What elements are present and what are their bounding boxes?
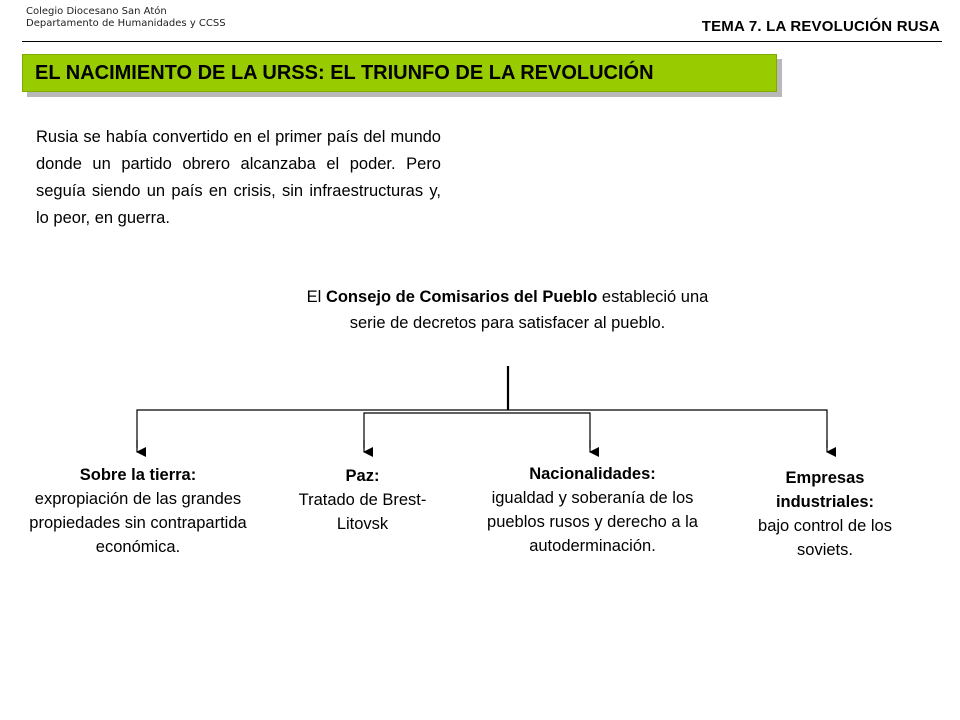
inner-bracket xyxy=(364,413,590,448)
decree-nationalities-text: igualdad y soberanía de los pueblos rusos y derecho a la autoderminación. xyxy=(487,489,698,555)
page-title: EL NACIMIENTO DE LA URSS: EL TRIUNFO DE LA REVOLUCIÓN xyxy=(35,61,654,84)
decree-peace xyxy=(290,464,435,536)
council-prefix: El xyxy=(306,288,326,306)
intro-paragraph: Rusia se había convertido en el primer país del mundo donde un partido obrero alcanzaba el poder. Pero seguía siendo un país en crisis, sin infraestructuras y, lo peor, en guerra. xyxy=(36,128,441,227)
outer-bracket xyxy=(137,410,827,448)
topic-title: TEMA 7. LA REVOLUCIÓN RUSA xyxy=(701,18,940,35)
decree-peace-text: Tratado de Brest-Litovsk xyxy=(298,491,427,533)
decree-land xyxy=(28,463,248,559)
decree-nationalities-heading: Nacionalidades: xyxy=(529,465,656,483)
decree-industries-text: bajo control de los soviets. xyxy=(758,517,892,559)
decree-industries xyxy=(740,466,910,562)
school-name-line: Colegio Diocesano San Atón xyxy=(26,6,167,17)
council-name: Consejo de Comisarios del Pueblo xyxy=(325,288,598,306)
decree-land-heading: Sobre la tierra: xyxy=(79,466,197,484)
council-suffix: estableció una serie de decretos para satisfacer al pueblo. xyxy=(349,288,709,332)
decree-peace-heading: Paz: xyxy=(345,467,380,485)
decree-nationalities xyxy=(480,462,705,558)
department-name-line: Departamento de Humanidades y CCSS xyxy=(26,18,226,29)
decree-industries-heading: Empresas industriales: xyxy=(775,469,875,511)
decree-land-text: expropiación de las grandes propiedades sin contrapartida económica. xyxy=(29,490,247,556)
